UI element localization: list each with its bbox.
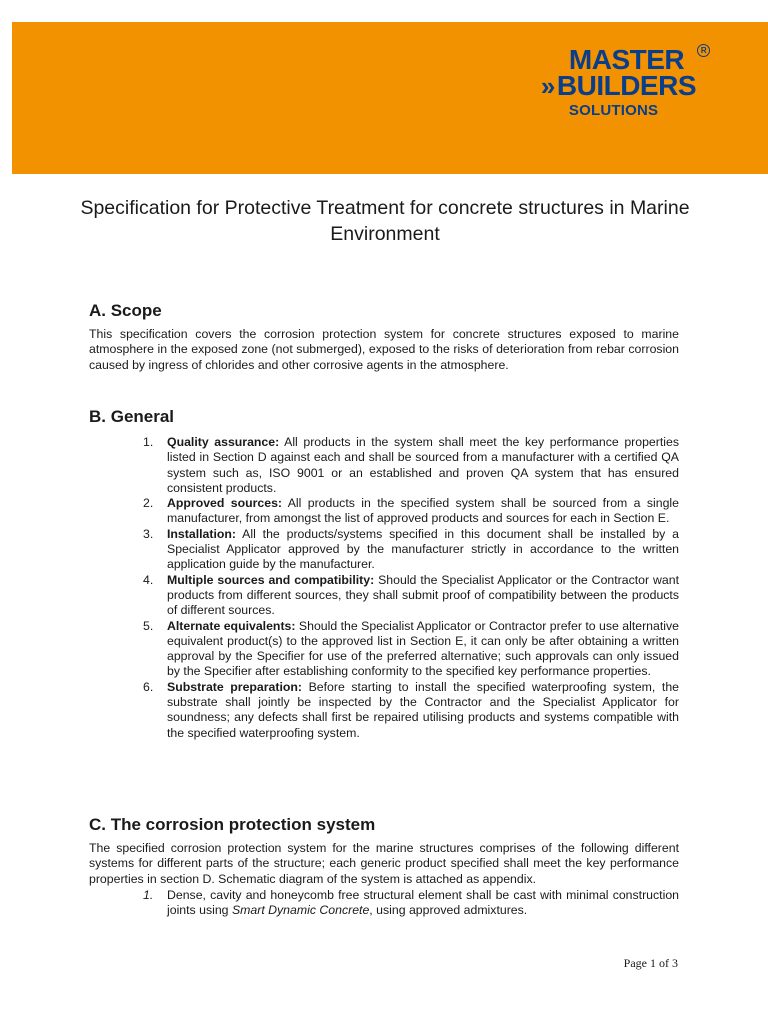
list-item: 3. Installation: All the products/systems specified in this document shall be installed by a Specialist Applicator approved by the manufacturer strictly in accordance to the written application guide by the manufacturer. — [143, 526, 679, 572]
section-b-heading: B. General — [89, 407, 175, 426]
list-item: 6. Substrate preparation: Before starting to install the specified waterproofing system, the substrate shall jointly be inspected by the Contractor and the Specialist Applicator for soundness; any defects shall first be repaired utilising products and systems compatible with the specified waterproofing system. — [143, 679, 679, 740]
list-item: 2. Approved sources: All products in the specified system shall be sourced from a single manufacturer, from amongst the list of approved products and sources for each in Section E. — [143, 496, 679, 526]
list-item: 1. Quality assurance: All products in the system shall meet the key performance properties listed in Section D against each and shall be sourced from a manufacturer with a certified QA system such as, ISO 9001 or an established and proven QA system that has ensured consistent products. — [143, 435, 679, 495]
list-item: 5. Alternate equivalents: Should the Specialist Applicator or Contractor prefer to use alternative equivalent product(s) to the approved list in Section E, it can only be after obtaining a written approval by the Specifier for use of the preferred alternative; such approvals can only issued by the Specifier after establishing conformity to the specified key performance properties. — [143, 618, 679, 679]
list-item: 1. Dense, cavity and honeycomb free structural element shall be cast with minimal construction joints using Smart Dynamic Concrete, using approved admixtures. — [143, 888, 679, 918]
page-number: Page 1 of 3 — [623, 956, 678, 970]
document-title: Specification for Protective Treatment for concrete structures in Marine Environment — [80, 197, 690, 245]
section-a-heading: A. Scope — [89, 301, 162, 320]
system-list — [89, 888, 679, 919]
general-list — [89, 435, 679, 741]
section-a-text: This specification covers the corrosion protection system for concrete structures exposed to marine atmosphere in the exposed zone (not submerged), exposed to the risks of deterioration from rebar corrosion caused by ingress of chlorides and other corrosive agents in the atmosphere. — [89, 327, 679, 372]
section-c-heading: C. The corrosion protection system — [89, 815, 376, 834]
list-item: 4. Multiple sources and compatibility: Should the Specialist Applicator or the Contractor want products from different sources, they shall submit proof of compatibility between the products of different sources. — [143, 572, 679, 618]
section-c-text: The specified corrosion protection system for the marine structures comprises of the following different systems for different parts of the structure; each generic product specified shall meet the key performance properties in section D. Schematic diagram of the system is attached as appendix. — [89, 841, 679, 886]
master-builders-logo: MASTER R »BUILDERS SOLUTIONS — [541, 46, 696, 118]
